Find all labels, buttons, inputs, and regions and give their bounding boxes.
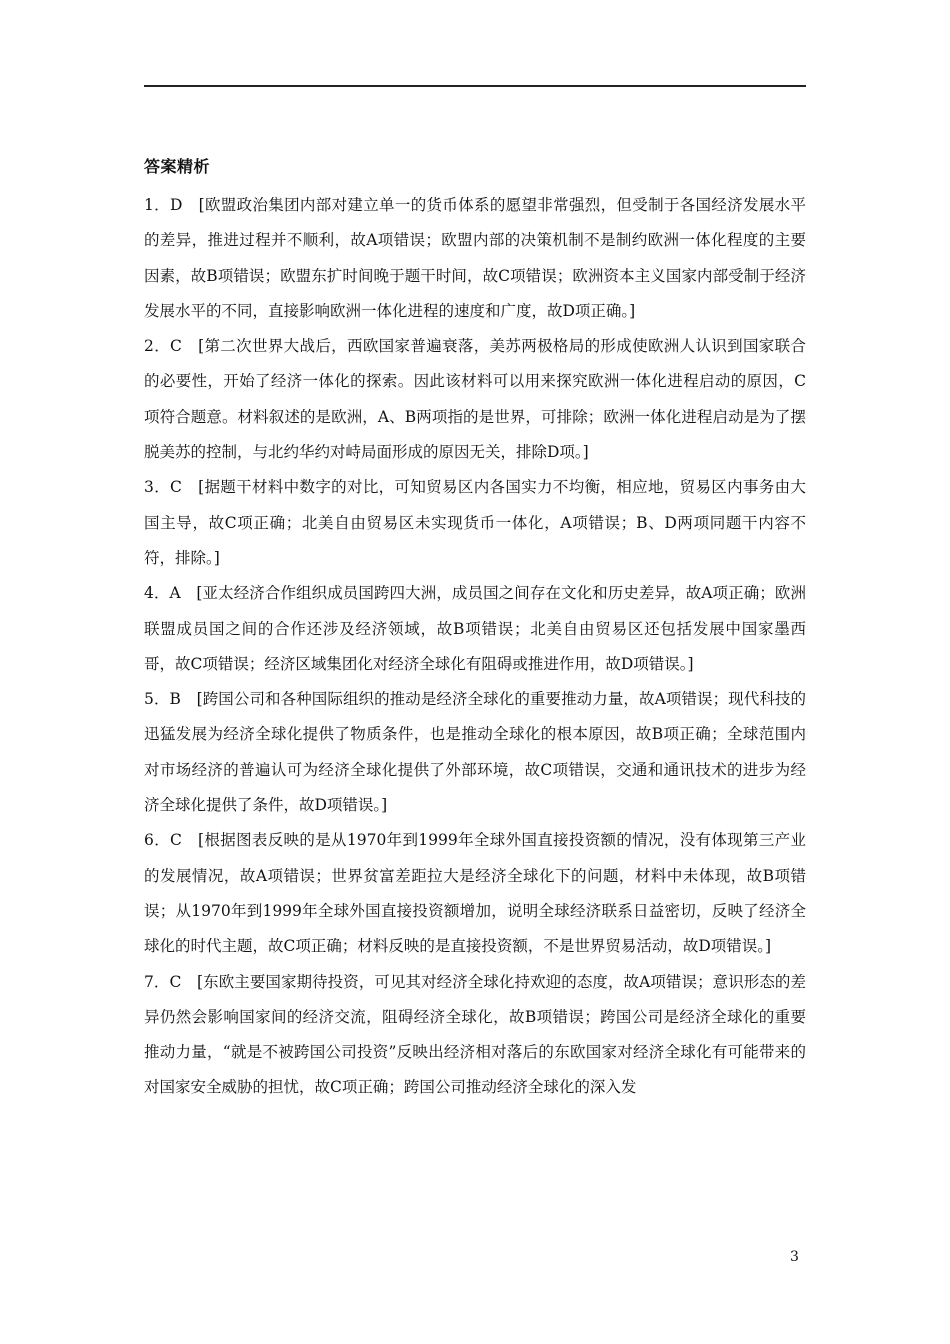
section-title: 答案精析	[144, 157, 211, 176]
answer-item-4: 4．A [亚太经济合作组织成员国跨四大洲，成员国之间存在文化和历史差异，故A项正确；欧洲联盟成员国之间的合作还涉及经济领域，故B项错误；北美自由贸易区还包括发展中国家墨西哥，故C项错误；经济区域集团化对经济全球化有阻碍或推进作用，故D项错误。]	[144, 584, 806, 673]
answer-item-6: 6．C [根据图表反映的是从1970年到1999年全球外国直接投资额的情况，没有体现第三产业的发展情况，故A项错误；世界贫富差距拉大是经济全球化下的问题，材料中未体现，故B项错误；从1970年到1999年全球外国直接投资额增加，说明全球经济联系日益密切，反映了经济全球化的时代主题，故C项正确；材料反映的是直接投资额，不是世界贸易活动，故D项错误。]	[144, 831, 806, 956]
answer-item-7: 7．C [东欧主要国家期待投资，可见其对经济全球化持欢迎的态度，故A项错误；意识形态的差异仍然会影响国家间的经济交流，阻碍经济全球化，故B项错误；跨国公司是经济全球化的重要推动力量，“就是不被跨国公司投资”反映出经济相对落后的东欧国家对经济全球化有可能带来的对国家安全威胁的担忧，故C项正确；跨国公司推动经济全球化的深入发	[144, 972, 806, 1097]
answer-item-1: 1．D [欧盟政治集团内部对建立单一的货币体系的愿望非常强烈，但受制于各国经济发展水平的差异，推进过程并不顺利，故A项错误；欧盟内部的决策机制不是制约欧洲一体化程度的主要因素，故B项错误；欧盟东扩时间晚于题干时间，故C项错误；欧洲资本主义国家内部受制于经济发展水平的不同，直接影响欧洲一体化进程的速度和广度，故D项正确。]	[144, 196, 806, 320]
answer-list	[144, 188, 806, 1106]
answer-item-5: 5．B [跨国公司和各种国际组织的推动是经济全球化的重要推动力量，故A项错误；现代科技的迅猛发展为经济全球化提供了物质条件，也是推动全球化的根本原因，故B项正确；全球范围内对市场经济的普遍认可为经济全球化提供了外部环境，故C项错误，交通和通讯技术的进步为经济全球化提供了条件，故D项错误。]	[144, 690, 806, 815]
answer-item-3: 3．C [据题干材料中数字的对比，可知贸易区内各国实力不均衡，相应地，贸易区内事务由大国主导，故C项正确；北美自由贸易区未实现货币一体化，A项错误；B、D两项同题干内容不符，排除。]	[144, 478, 806, 567]
page-number: 3	[790, 1249, 799, 1265]
header-rule	[144, 85, 806, 87]
answer-item-2: 2．C [第二次世界大战后，西欧国家普遍衰落，美苏两极格局的形成使欧洲人认识到国家联合的必要性，开始了经济一体化的探索。因此该材料可以用来探究欧洲一体化进程启动的原因，C项符合题意。材料叙述的是欧洲，A、B两项指的是世界，可排除；欧洲一体化进程启动是为了摆脱美苏的控制，与北约华约对峙局面形成的原因无关，排除D项。]	[144, 337, 806, 462]
